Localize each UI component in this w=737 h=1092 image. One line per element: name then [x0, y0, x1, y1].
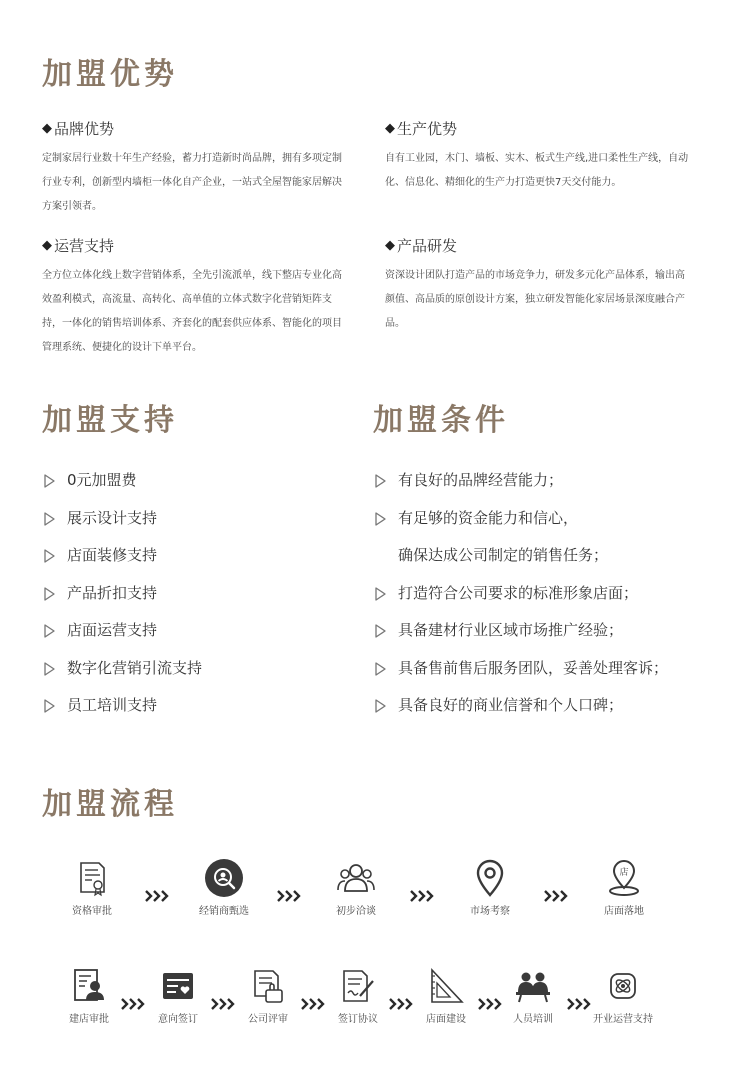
approval-doc-icon	[69, 966, 109, 1006]
process-step-label: 公司评审	[248, 1014, 288, 1025]
process-step	[579, 858, 669, 917]
advantage-title: 品牌优势	[54, 120, 115, 138]
condition-item-text: 有良好的品牌经营能力；	[398, 471, 564, 489]
store-pin-icon	[604, 858, 644, 898]
support-item-text: 数字化营销引流支持	[67, 658, 203, 677]
process-step-label: 意向签订	[158, 1014, 198, 1025]
condition-item	[373, 545, 728, 583]
support-item	[42, 470, 342, 508]
triple-chevron-arrow-icon	[388, 996, 416, 1010]
condition-item	[373, 583, 728, 621]
intent-card-icon	[158, 966, 198, 1006]
triangle-marker-icon	[44, 586, 55, 600]
triple-chevron-arrow-icon	[543, 888, 571, 902]
advantage-text: 全方位立体化线上数字营销体系，全先引流派单，线下整店专业化高效盈利模式，高流量、高转化、高单值的立体式数字化营销矩阵支持，一体化的销售培训体系、齐套化的配套供应体系、智能化的项目管理系统、便捷化的设计下单平台。	[42, 270, 342, 353]
triangle-marker-icon	[44, 698, 55, 712]
condition-item-text: 具备售前售后服务团队，妥善处理客诉；	[398, 658, 669, 677]
condition-item-text: 打造符合公司要求的标准形象店面；	[398, 583, 639, 602]
support-item	[42, 620, 342, 658]
process-step	[47, 858, 137, 917]
process-row-1	[0, 858, 737, 928]
triangle-marker-icon	[375, 698, 386, 712]
support-item-text: 店面运营支持	[67, 621, 158, 639]
triangle-marker-icon	[44, 511, 55, 525]
support-item	[42, 545, 342, 583]
triangle-ruler-icon	[426, 966, 466, 1006]
support-item-text: 产品折扣支持	[67, 583, 158, 602]
support-list	[42, 470, 342, 733]
sign-agreement-icon	[338, 966, 378, 1006]
conditions-list	[373, 470, 728, 733]
process-step-label: 开业运营支持	[593, 1014, 653, 1025]
training-icon	[513, 966, 553, 1006]
advantage-production	[385, 118, 690, 195]
svg-text:店: 店	[619, 868, 629, 878]
advantage-operation	[42, 235, 347, 360]
triangle-marker-icon	[375, 511, 386, 525]
search-person-icon	[204, 858, 244, 898]
support-item	[42, 695, 342, 733]
triple-chevron-arrow-icon	[276, 888, 304, 902]
operation-support-icon	[603, 966, 643, 1006]
support-item	[42, 583, 342, 621]
process-step-label: 建店审批	[69, 1014, 109, 1025]
condition-item-text: 确保达成公司制定的销售任务；	[398, 546, 609, 564]
process-title: 加盟流程	[42, 787, 178, 822]
diamond-icon: ◆	[42, 121, 52, 136]
conditions-title: 加盟条件	[373, 403, 509, 438]
process-step-label: 市场考察	[470, 906, 510, 917]
triangle-marker-icon	[44, 473, 55, 487]
process-step	[445, 858, 535, 917]
triple-chevron-arrow-icon	[120, 996, 148, 1010]
diamond-icon: ◆	[42, 238, 52, 253]
process-step-label: 店面落地	[604, 906, 644, 917]
advantage-text: 定制家居行业数十年生产经验，蓄力打造新时尚品牌，拥有多项定制行业专利，创新型内墙柜一体化自产企业，一站式全屋智能家居解决方案引领者。	[42, 153, 342, 212]
process-step-label: 人员培训	[513, 1014, 553, 1025]
advantage-brand	[42, 118, 347, 219]
triple-chevron-arrow-icon	[566, 996, 594, 1010]
triangle-marker-icon	[44, 661, 55, 675]
advantage-rd	[385, 235, 690, 336]
process-step-label: 签订协议	[338, 1014, 378, 1025]
triangle-marker-icon	[375, 586, 386, 600]
triple-chevron-arrow-icon	[409, 888, 437, 902]
support-item	[42, 508, 342, 546]
condition-item	[373, 470, 728, 508]
diamond-icon: ◆	[385, 238, 395, 253]
advantages-title: 加盟优势	[42, 57, 178, 92]
triangle-marker-icon	[44, 548, 55, 562]
triangle-marker-icon	[44, 623, 55, 637]
process-step-label: 店面建设	[426, 1014, 466, 1025]
support-item-text: 0元加盟费	[67, 471, 137, 489]
triple-chevron-arrow-icon	[477, 996, 505, 1010]
certificate-icon	[72, 858, 112, 898]
advantage-text: 资深设计团队打造产品的市场竞争力，研发多元化产品体系，输出高颜值、高品质的原创设计方案，独立研发智能化家居场景深度融合产品。	[385, 270, 685, 329]
advantage-title: 生产优势	[397, 120, 458, 138]
condition-item	[373, 695, 728, 733]
condition-item-text: 具备良好的商业信誉和个人口碑；	[398, 696, 624, 714]
triple-chevron-arrow-icon	[300, 996, 328, 1010]
condition-item	[373, 508, 728, 546]
condition-item-text: 具备建材行业区域市场推广经验；	[398, 621, 624, 639]
support-item-text: 员工培训支持	[67, 696, 158, 714]
advantage-title: 运营支持	[54, 237, 115, 255]
process-step	[311, 858, 401, 917]
process-step	[179, 858, 269, 917]
advantage-text: 自有工业园，木门、墙板、实木、板式生产线,进口柔性生产线，自动化、信息化、精细化的生产力打造更快7天交付能力。	[385, 153, 689, 188]
condition-item	[373, 658, 728, 696]
support-title: 加盟支持	[42, 403, 178, 438]
location-pin-icon	[470, 858, 510, 898]
process-step-label: 经销商甄选	[199, 906, 249, 917]
support-item	[42, 658, 342, 696]
triple-chevron-arrow-icon	[144, 888, 172, 902]
triple-chevron-arrow-icon	[210, 996, 238, 1010]
triangle-marker-icon	[375, 473, 386, 487]
support-item-text: 店面装修支持	[67, 546, 158, 564]
process-step-label: 初步洽谈	[336, 906, 376, 917]
group-icon	[336, 858, 376, 898]
review-doc-icon	[248, 966, 288, 1006]
process-row-2	[0, 966, 737, 1036]
condition-item-text: 有足够的资金能力和信心，	[398, 508, 579, 527]
diamond-icon: ◆	[385, 121, 395, 136]
support-item-text: 展示设计支持	[67, 508, 158, 527]
process-step-label: 资格审批	[72, 906, 112, 917]
triangle-marker-icon	[375, 623, 386, 637]
triangle-marker-icon	[375, 661, 386, 675]
advantage-title: 产品研发	[397, 237, 458, 255]
condition-item	[373, 620, 728, 658]
